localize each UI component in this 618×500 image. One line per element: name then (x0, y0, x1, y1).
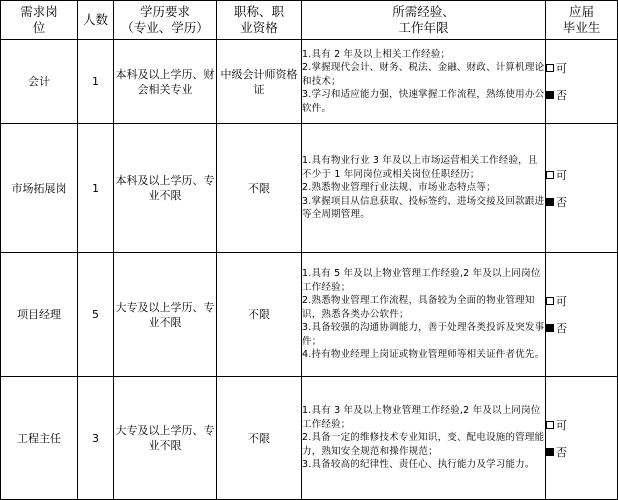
checked-box-icon (546, 198, 554, 206)
table-row (1, 40, 618, 124)
graduate-cell (546, 124, 618, 253)
option-label: 否 (556, 195, 567, 209)
header-education: 学历要求 （专业、学历） (114, 1, 217, 40)
header-count: 人数 (78, 1, 114, 40)
requirement-item: 1.具有 5 年及以上物业管理工作经验,2 年及以上同岗位工作经验； (302, 268, 541, 293)
unchecked-box-icon (546, 64, 554, 72)
qualification-cell: 不限 (217, 124, 302, 253)
graduate-option-no (546, 195, 617, 209)
count-cell: 1 (78, 124, 114, 253)
graduate-cell (546, 377, 618, 500)
graduate-option-no (546, 88, 617, 102)
education-cell: 大专及以上学历、专业不限 (114, 377, 217, 500)
qualification-cell: 不限 (217, 377, 302, 500)
requirement-item: 1.具有物业行业 3 年及以上市场运营相关工作经验，且不少于 1 年同岗位或相关岗位任职经历； (302, 155, 538, 180)
table-row (1, 253, 618, 377)
education-cell: 本科及以上学历、财会相关专业 (114, 40, 217, 124)
table-header-row (1, 1, 618, 40)
requirement-item: 3.掌握项目从信息获取、投标签约、进场交接及回款跟进等全周期管理。 (302, 195, 545, 221)
table-row (1, 124, 618, 253)
requirements-cell (302, 253, 546, 377)
header-graduate: 应届 毕业生 (546, 1, 618, 40)
requirement-item: 2.熟悉物业管理行业法规、市场业态特点等； (302, 182, 496, 194)
count-cell: 1 (78, 40, 114, 124)
position-cell: 项目经理 (1, 253, 78, 377)
header-qualification: 职称、职 业资格 (217, 1, 302, 40)
graduate-option-no (546, 321, 617, 335)
checked-box-icon (546, 448, 554, 456)
option-label: 可 (556, 62, 567, 75)
graduate-cell (546, 40, 618, 124)
requirements-cell (302, 124, 546, 253)
option-label: 可 (556, 418, 567, 432)
graduate-option-yes (546, 418, 617, 432)
graduate-cell (546, 253, 618, 377)
checked-box-icon (546, 91, 554, 99)
option-label: 否 (556, 445, 567, 459)
requirement-item: 2.掌握现代会计、财务、税法、金融、财政、计算机理论和技术； (302, 62, 545, 87)
option-label: 可 (556, 295, 567, 308)
graduate-option-no (546, 445, 617, 459)
qualification-cell: 不限 (217, 253, 302, 377)
education-cell: 大专及以上学历、专业不限 (114, 253, 217, 377)
graduate-option-yes (546, 294, 617, 308)
unchecked-box-icon (546, 171, 554, 179)
count-cell: 5 (78, 253, 114, 377)
requirements-cell (302, 377, 546, 500)
unchecked-box-icon (546, 297, 554, 305)
option-label: 否 (556, 89, 567, 102)
requirement-item: 1.具有 3 年及以上物业管理工作经验,2 年及以上同岗位工作经验； (302, 405, 541, 430)
option-label: 否 (556, 322, 567, 335)
count-cell: 3 (78, 377, 114, 500)
position-cell: 会计 (1, 40, 78, 124)
graduate-option-yes (546, 168, 617, 182)
table-row (1, 377, 618, 500)
unchecked-box-icon (546, 421, 554, 429)
requirements-cell (302, 40, 546, 124)
requirement-item: 3.学习和适应能力强，快速掌握工作流程，熟练使用办公软件。 (302, 89, 545, 114)
qualification-cell: 中级会计师资格证 (217, 40, 302, 124)
requirement-item: 3.具备较高的纪律性、责任心、执行能力及学习能力。 (302, 459, 535, 471)
option-label: 可 (556, 168, 567, 182)
position-cell: 市场拓展岗 (1, 124, 78, 253)
requirement-item: 1.具有 2 年及以上相关工作经验； (302, 48, 451, 60)
education-cell: 本科及以上学历、专业不限 (114, 124, 217, 253)
graduate-option-yes (546, 61, 617, 75)
requirement-item: 4.持有物业经理上岗证或物业管理师等相关证件者优先。 (302, 349, 545, 361)
requirement-item: 3.具备较强的沟通协调能力，善于处理各类投诉及突发事件； (302, 322, 545, 347)
requirement-item: 2.熟悉物业管理工作流程，具备较为全面的物业管理知识，熟悉各类办公软件； (302, 295, 535, 320)
header-requirements: 所需经验、 工作年限 (302, 1, 546, 40)
requirement-item: 2.具备一定的维修技术专业知识，变、配电设施的管理能力，熟知安全规范和操作规范； (302, 432, 545, 457)
header-position: 需求岗 位 (1, 1, 78, 40)
checked-box-icon (546, 324, 554, 332)
position-cell: 工程主任 (1, 377, 78, 500)
